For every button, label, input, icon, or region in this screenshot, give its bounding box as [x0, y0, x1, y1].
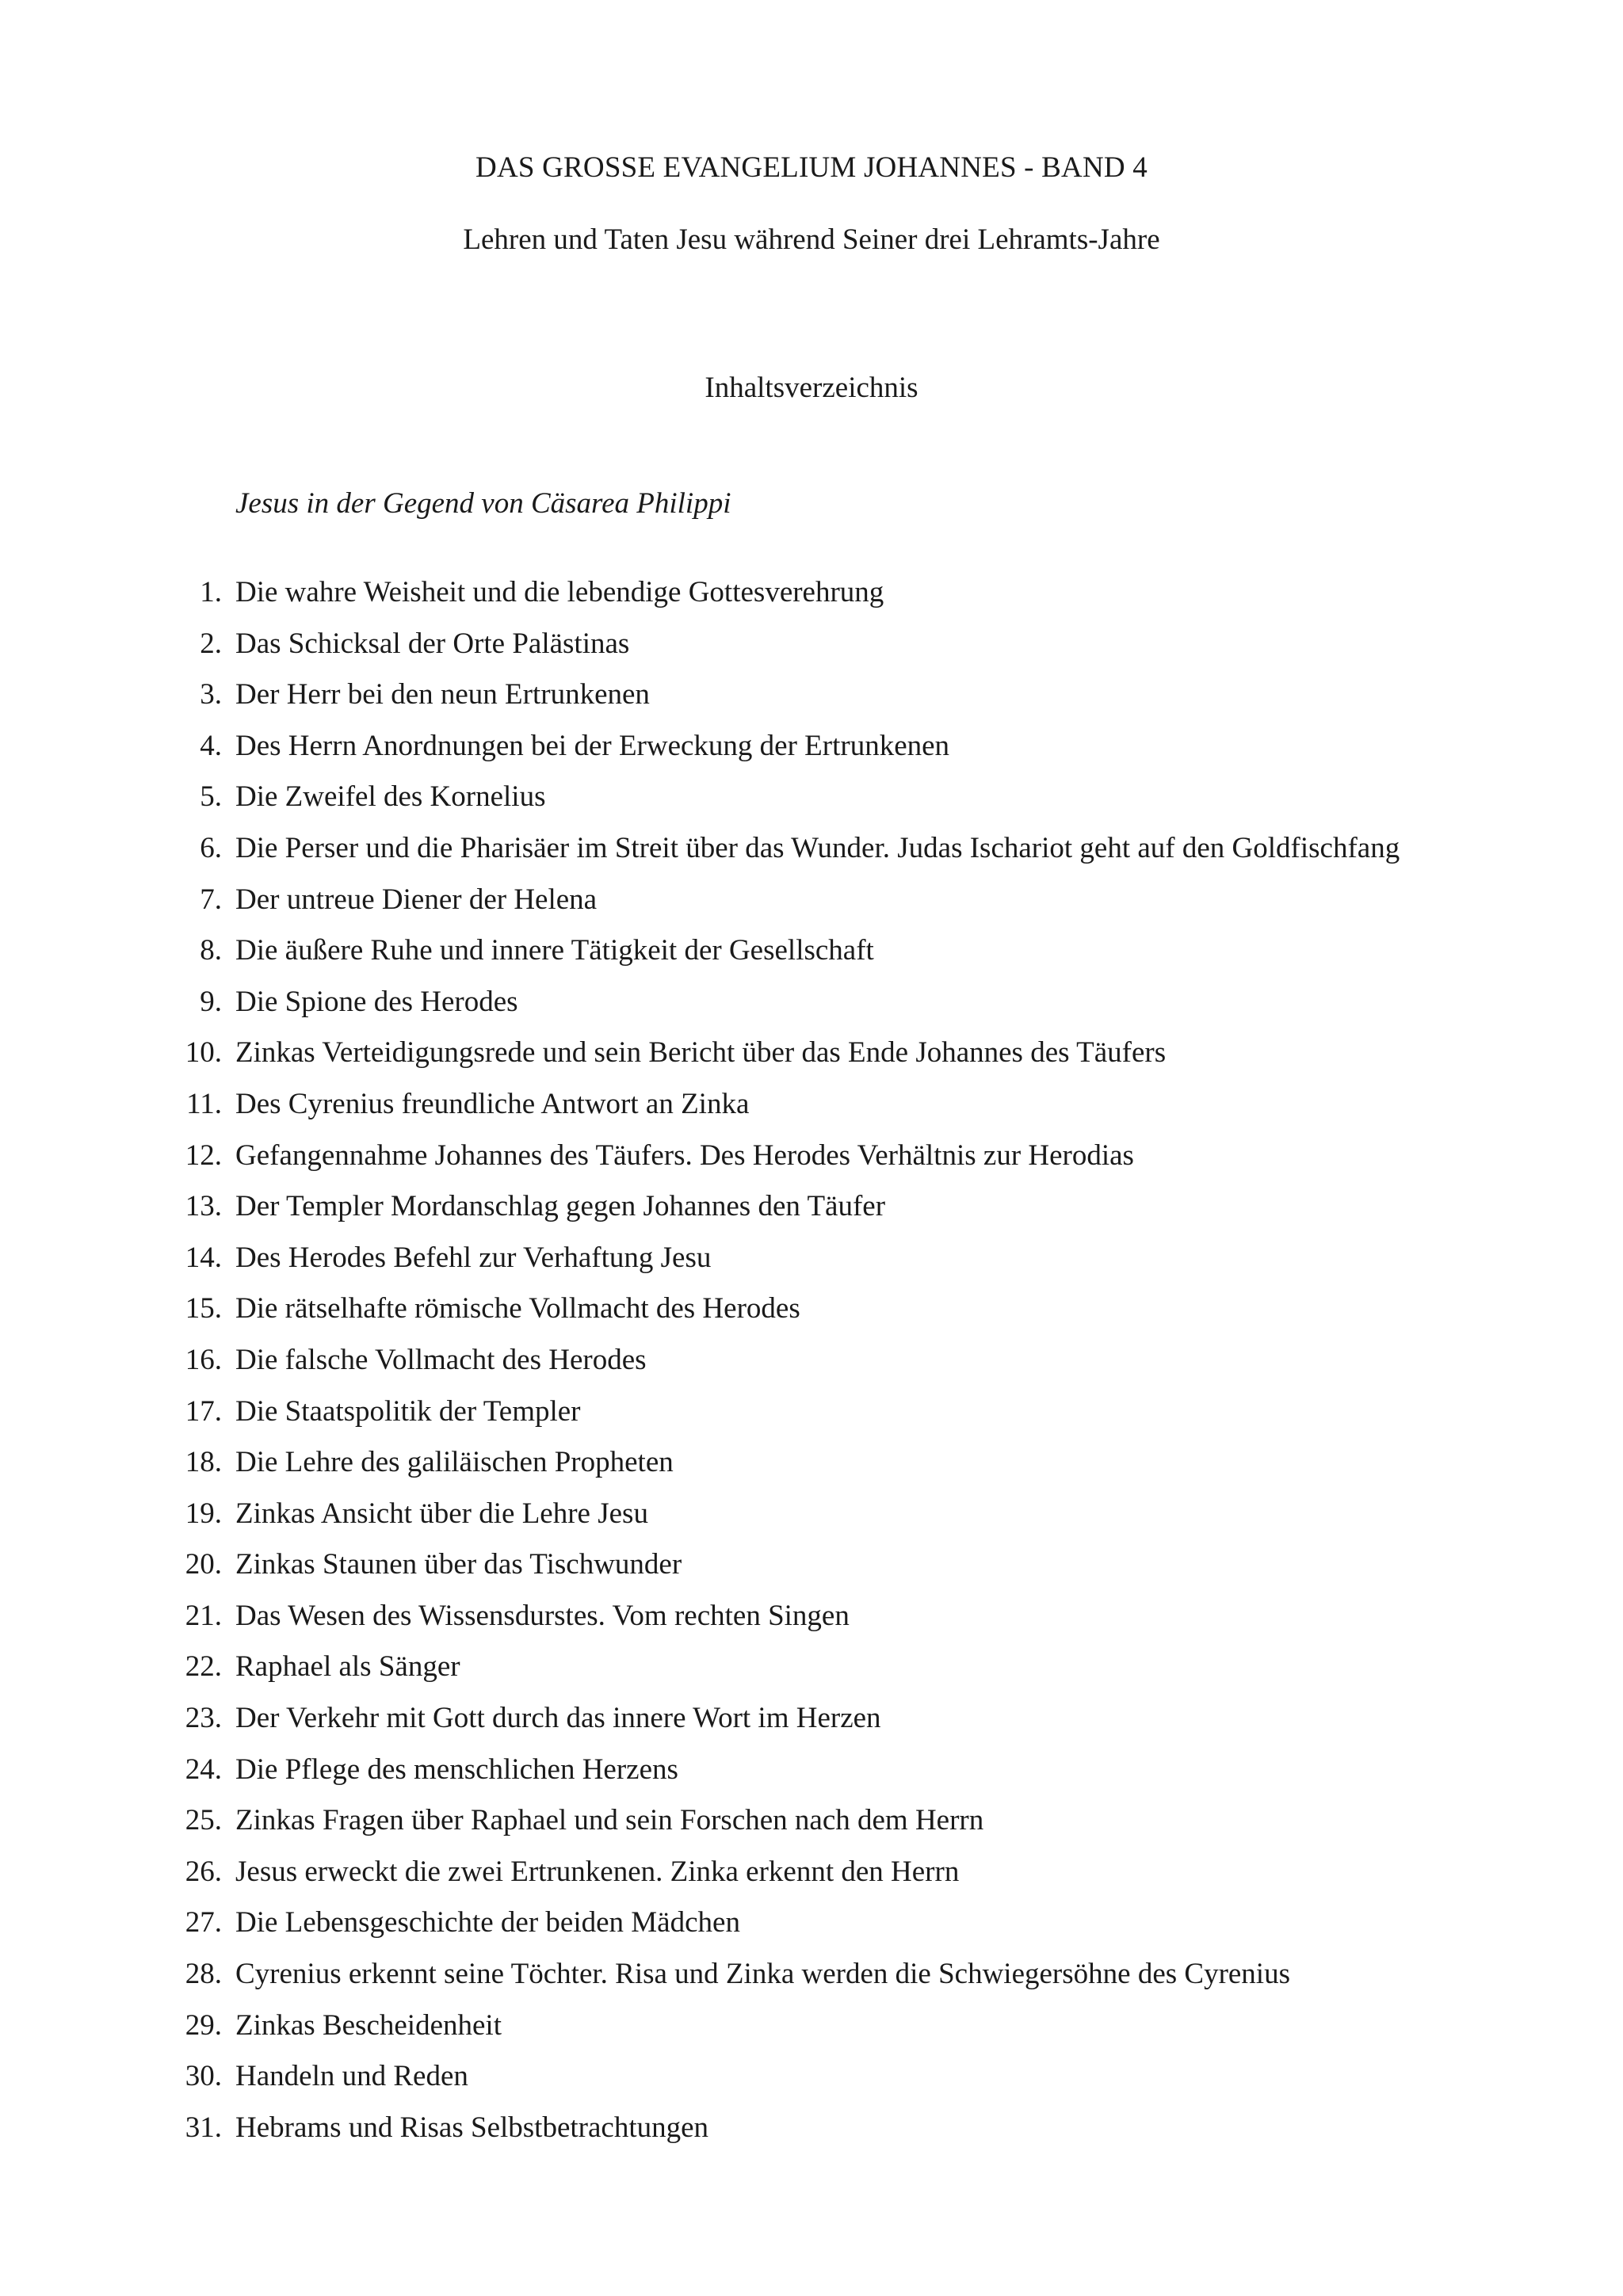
toc-entry [143, 1291, 1400, 1343]
toc-entry-number: 28. [185, 1958, 222, 1991]
toc-entry-title: Zinkas Bescheidenheit [235, 2008, 502, 2042]
toc-entry-number: 11. [186, 1087, 222, 1120]
toc-entry-number: 15. [185, 1292, 222, 1325]
toc-entry [143, 1701, 1400, 1753]
toc-entry [143, 1138, 1400, 1190]
toc-entry-number: 1. [200, 576, 222, 608]
toc-entry [143, 1035, 1400, 1087]
toc-entry-number: 24. [185, 1753, 222, 1786]
toc-entry-number: 31. [185, 2111, 222, 2144]
toc-entry-number: 18. [185, 1446, 222, 1479]
toc-entry [143, 1241, 1400, 1292]
toc-entry-number: 7. [200, 883, 222, 916]
toc-entry-title: Die Lehre des galiläischen Propheten [235, 1446, 674, 1479]
toc-entry-title: Der Templer Mordanschlag gegen Johannes den Täufer [235, 1190, 886, 1223]
toc-entry [143, 883, 1400, 934]
toc-entry-number: 29. [185, 2008, 222, 2042]
document-title: DAS GROSSE EVANGELIUM JOHANNES - BAND 4 [475, 151, 1148, 184]
toc-entry [143, 1445, 1400, 1497]
table-of-contents [143, 575, 1400, 2161]
toc-entry-title: Die Pflege des menschlichen Herzens [235, 1753, 678, 1786]
toc-entry-title: Der Verkehr mit Gott durch das innere Wort im Herzen [235, 1702, 881, 1735]
toc-entry [143, 1189, 1400, 1241]
toc-entry [143, 677, 1400, 729]
toc-entry [143, 2111, 1400, 2162]
toc-entry-title: Die Zweifel des Kornelius [235, 780, 546, 814]
toc-entry [143, 1497, 1400, 1548]
toc-entry-number: 17. [185, 1394, 222, 1428]
toc-entry [143, 1343, 1400, 1394]
toc-entry [143, 1855, 1400, 1906]
toc-entry-number: 5. [200, 780, 222, 814]
toc-entry [143, 1905, 1400, 1957]
toc-entry-title: Die äußere Ruhe und innere Tätigkeit der Gesellschaft [235, 934, 874, 967]
toc-entry-number: 2. [200, 627, 222, 660]
toc-entry-title: Die Staatspolitik der Templer [235, 1394, 581, 1428]
toc-entry [143, 1599, 1400, 1650]
toc-entry-title: Das Wesen des Wissensdurstes. Vom rechten Singen [235, 1599, 850, 1632]
toc-entry [143, 831, 1400, 883]
toc-entry-title: Des Herrn Anordnungen bei der Erweckung der Ertrunkenen [235, 729, 950, 762]
toc-entry-title: Das Schicksal der Orte Palästinas [235, 627, 630, 660]
toc-entry-number: 8. [200, 934, 222, 967]
toc-entry-number: 30. [185, 2060, 222, 2093]
toc-entry-number: 10. [185, 1036, 222, 1070]
toc-entry-number: 21. [185, 1599, 222, 1632]
toc-entry [143, 2059, 1400, 2111]
toc-entry-number: 19. [185, 1497, 222, 1530]
toc-entry-number: 26. [185, 1855, 222, 1888]
toc-entry-number: 6. [200, 831, 222, 864]
toc-entry-title: Cyrenius erkennt seine Töchter. Risa und Zinka werden die Schwiegersöhne des Cyrenius [235, 1958, 1290, 1991]
toc-entry-title: Die rätselhafte römische Vollmacht des Herodes [235, 1292, 800, 1325]
toc-heading: Inhaltsverzeichnis [705, 372, 918, 404]
toc-entry-title: Jesus erweckt die zwei Ertrunkenen. Zinka erkennt den Herrn [235, 1855, 960, 1888]
toc-entry-number: 20. [185, 1548, 222, 1581]
toc-entry-title: Die Perser und die Pharisäer im Streit über das Wunder. Judas Ischariot geht auf den Goldfischfang [235, 831, 1400, 864]
toc-entry [143, 729, 1400, 780]
toc-entry-number: 14. [185, 1241, 222, 1274]
toc-entry-title: Hebrams und Risas Selbstbetrachtungen [235, 2111, 709, 2144]
toc-entry-number: 16. [185, 1343, 222, 1376]
toc-entry [143, 1803, 1400, 1855]
toc-entry [143, 1957, 1400, 2008]
toc-entry-title: Zinkas Staunen über das Tischwunder [235, 1548, 682, 1581]
toc-entry-title: Die wahre Weisheit und die lebendige Gottesverehrung [235, 576, 884, 608]
toc-entry-title: Zinkas Verteidigungsrede und sein Bericht über das Ende Johannes des Täufers [235, 1036, 1167, 1070]
toc-entry-number: 27. [185, 1906, 222, 1939]
toc-entry-number: 12. [185, 1138, 222, 1172]
document-subtitle: Lehren und Taten Jesu während Seiner drei Lehramts-Jahre [463, 223, 1160, 256]
toc-entry-number: 3. [200, 678, 222, 711]
toc-entry-number: 23. [185, 1702, 222, 1735]
toc-entry [143, 780, 1400, 831]
toc-entry [143, 627, 1400, 678]
toc-entry-title: Handeln und Reden [235, 2060, 468, 2093]
toc-entry-title: Der Herr bei den neun Ertrunkenen [235, 678, 650, 711]
toc-entry [143, 1650, 1400, 1701]
toc-entry-title: Zinkas Fragen über Raphael und sein Forschen nach dem Herrn [235, 1804, 984, 1837]
toc-entry-title: Des Herodes Befehl zur Verhaftung Jesu [235, 1241, 712, 1274]
toc-entry [143, 575, 1400, 627]
toc-entry-title: Gefangennahme Johannes des Täufers. Des Herodes Verhältnis zur Herodias [235, 1138, 1134, 1172]
toc-entry [143, 1547, 1400, 1599]
toc-entry [143, 1753, 1400, 1804]
toc-entry-title: Zinkas Ansicht über die Lehre Jesu [235, 1497, 648, 1530]
toc-entry-number: 9. [200, 985, 222, 1018]
toc-entry [143, 985, 1400, 1036]
toc-entry [143, 933, 1400, 985]
section-title: Jesus in der Gegend von Cäsarea Philippi [235, 487, 731, 520]
toc-entry-title: Des Cyrenius freundliche Antwort an Zinka [235, 1087, 750, 1120]
toc-entry-number: 4. [200, 729, 222, 762]
toc-entry-title: Die Spione des Herodes [235, 985, 518, 1018]
toc-entry [143, 1087, 1400, 1138]
toc-entry-title: Raphael als Sänger [235, 1650, 460, 1684]
toc-entry-title: Die Lebensgeschichte der beiden Mädchen [235, 1906, 740, 1939]
toc-entry-number: 22. [185, 1650, 222, 1684]
toc-entry-number: 13. [185, 1190, 222, 1223]
toc-entry [143, 1394, 1400, 1446]
toc-entry-number: 25. [185, 1804, 222, 1837]
toc-entry [143, 2008, 1400, 2060]
toc-entry-title: Die falsche Vollmacht des Herodes [235, 1343, 647, 1376]
toc-entry-title: Der untreue Diener der Helena [235, 883, 598, 916]
